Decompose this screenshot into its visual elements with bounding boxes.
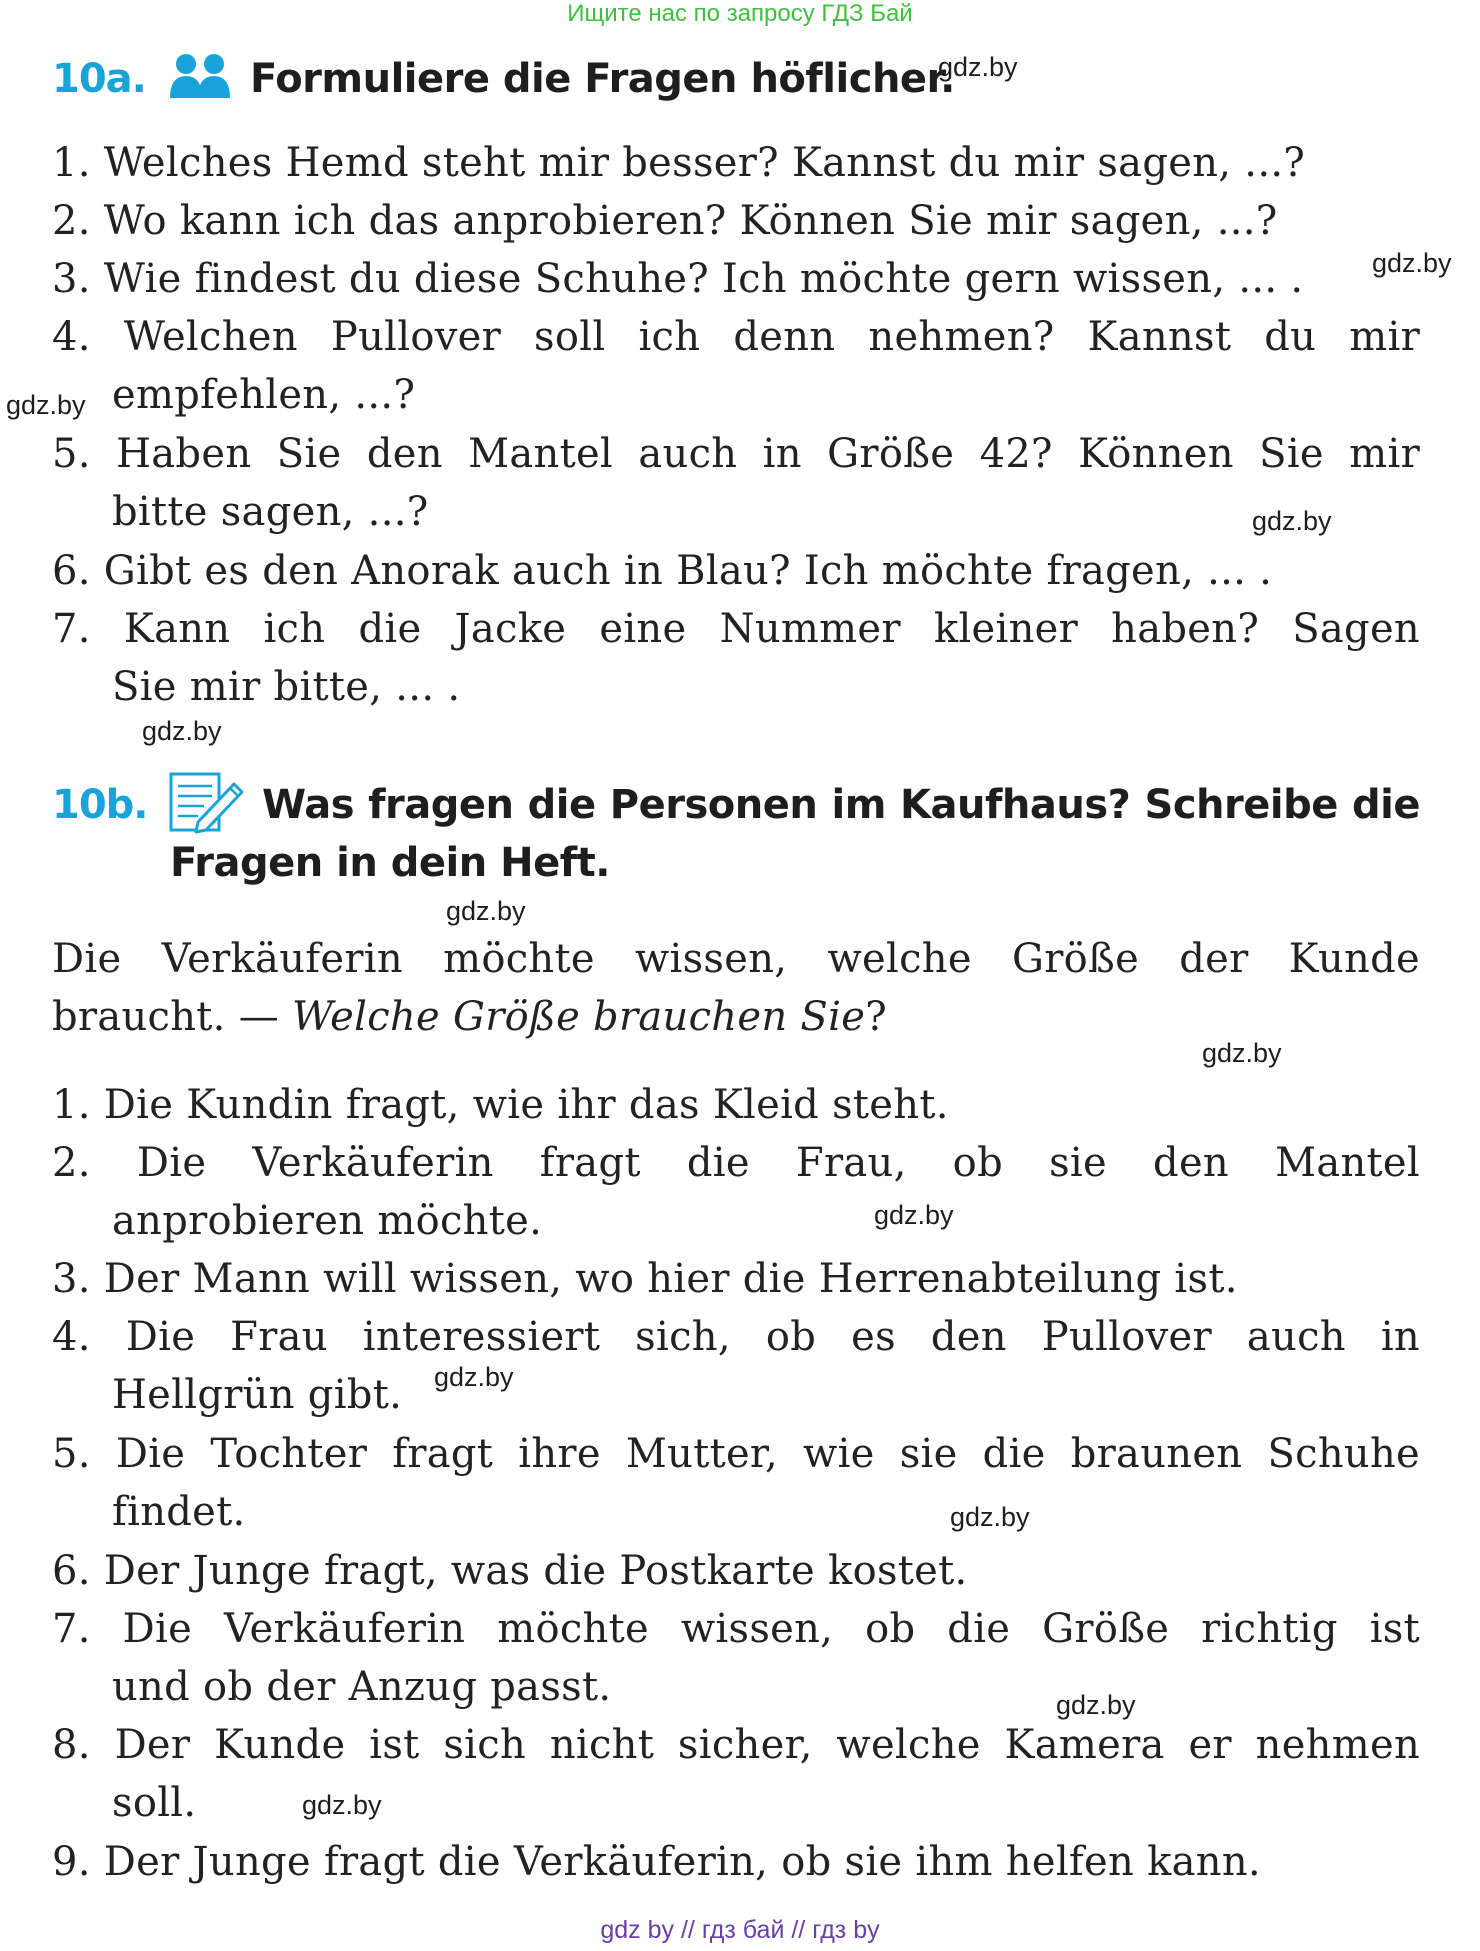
watermark: gdz.by bbox=[950, 1502, 1030, 1532]
exercise-10a-number: 10a. bbox=[52, 56, 146, 102]
watermark: gdz.by bbox=[1056, 1690, 1136, 1720]
exercise-10b-item-continued: anprobieren möchte. bbox=[112, 1198, 543, 1244]
watermark: gdz.by bbox=[874, 1200, 954, 1230]
exercise-10b-item-continued: soll. bbox=[112, 1780, 197, 1826]
exercise-10a-item: 3. Wie findest du diese Schuhe? Ich möchte gern wissen, ... . bbox=[52, 256, 1304, 302]
example-statement-end: braucht. — bbox=[52, 994, 293, 1040]
watermark: gdz.by bbox=[302, 1790, 382, 1820]
example-question: Welche Größe brauchen Sie bbox=[292, 994, 866, 1040]
exercise-10b-item: 3. Der Mann will wissen, wo hier die Herrenabteilung ist. bbox=[52, 1256, 1238, 1302]
exercise-10b-item: 1. Die Kundin fragt, wie ihr das Kleid steht. bbox=[52, 1082, 949, 1128]
exercise-10b-title-line1: Was fragen die Personen im Kaufhaus? Schreibe die bbox=[262, 782, 1420, 828]
watermark: gdz.by bbox=[1202, 1038, 1282, 1068]
exercise-10b-number: 10b. bbox=[52, 782, 148, 828]
exercise-10b-item-continued: Hellgrün gibt. bbox=[112, 1372, 403, 1418]
watermark: gdz.by bbox=[142, 716, 222, 746]
exercise-10b-item: 8. Der Kunde ist sich nicht sicher, welche Kamera er nehmen bbox=[52, 1722, 1420, 1768]
exercise-10a-item: 1. Welches Hemd steht mir besser? Kannst du mir sagen, ...? bbox=[52, 140, 1306, 186]
exercise-10a-item: 5. Haben Sie den Mantel auch in Größe 42? Können Sie mir bbox=[52, 431, 1420, 477]
exercise-10b-item: 7. Die Verkäuferin möchte wissen, ob die Größe richtig ist bbox=[52, 1606, 1420, 1652]
watermark: gdz.by bbox=[446, 896, 526, 926]
exercise-10a-item: 7. Kann ich die Jacke eine Nummer kleiner haben? Sagen bbox=[52, 606, 1420, 652]
notepad-pen-icon bbox=[168, 770, 248, 834]
exercise-10a-item: 2. Wo kann ich das anprobieren? Können Sie mir sagen, ...? bbox=[52, 198, 1278, 244]
exercise-10b-item: 9. Der Junge fragt die Verkäuferin, ob sie ihm helfen kann. bbox=[52, 1839, 1261, 1885]
watermark: gdz.by bbox=[6, 390, 86, 420]
watermark: gdz.by bbox=[1252, 506, 1332, 536]
exercise-10a-item: 4. Welchen Pullover soll ich denn nehmen? Kannst du mir bbox=[52, 314, 1420, 360]
watermark: gdz.by bbox=[938, 52, 1018, 82]
exercise-10a-item-continued: Sie mir bitte, ... . bbox=[112, 664, 461, 710]
footer-note: gdz by // гдз бай // гдз by bbox=[600, 1916, 880, 1944]
exercise-10a-item-continued: empfehlen, ...? bbox=[112, 372, 416, 418]
exercise-10b-item-continued: findet. bbox=[112, 1489, 246, 1535]
watermark: gdz.by bbox=[1372, 248, 1452, 278]
watermark: gdz.by bbox=[434, 1362, 514, 1392]
example-question-mark: ? bbox=[865, 994, 887, 1040]
exercise-10b-item: 4. Die Frau interessiert sich, ob es den Pullover auch in bbox=[52, 1314, 1420, 1360]
two-persons-icon bbox=[168, 52, 232, 100]
exercise-10a-title: Formuliere die Fragen höflicher. bbox=[250, 56, 955, 102]
exercise-10b-title-line2: Fragen in dein Heft. bbox=[170, 840, 610, 886]
exercise-10b-example-line1: Die Verkäuferin möchte wissen, welche Größe der Kunde bbox=[52, 936, 1420, 982]
exercise-10b-item: 2. Die Verkäuferin fragt die Frau, ob sie den Mantel bbox=[52, 1140, 1420, 1186]
exercise-10a-item: 6. Gibt es den Anorak auch in Blau? Ich möchte fragen, ... . bbox=[52, 548, 1273, 594]
exercise-10b-item-continued: und ob der Anzug passt. bbox=[112, 1664, 612, 1710]
exercise-10b-example-line2 bbox=[52, 994, 887, 1040]
exercise-10b-item: 6. Der Junge fragt, was die Postkarte kostet. bbox=[52, 1548, 968, 1594]
header-search-note: Ищите нас по запросу ГДЗ Бай bbox=[567, 0, 913, 27]
exercise-10b-item: 5. Die Tochter fragt ihre Mutter, wie sie die braunen Schuhe bbox=[52, 1431, 1420, 1477]
exercise-10a-item-continued: bitte sagen, ...? bbox=[112, 489, 429, 535]
